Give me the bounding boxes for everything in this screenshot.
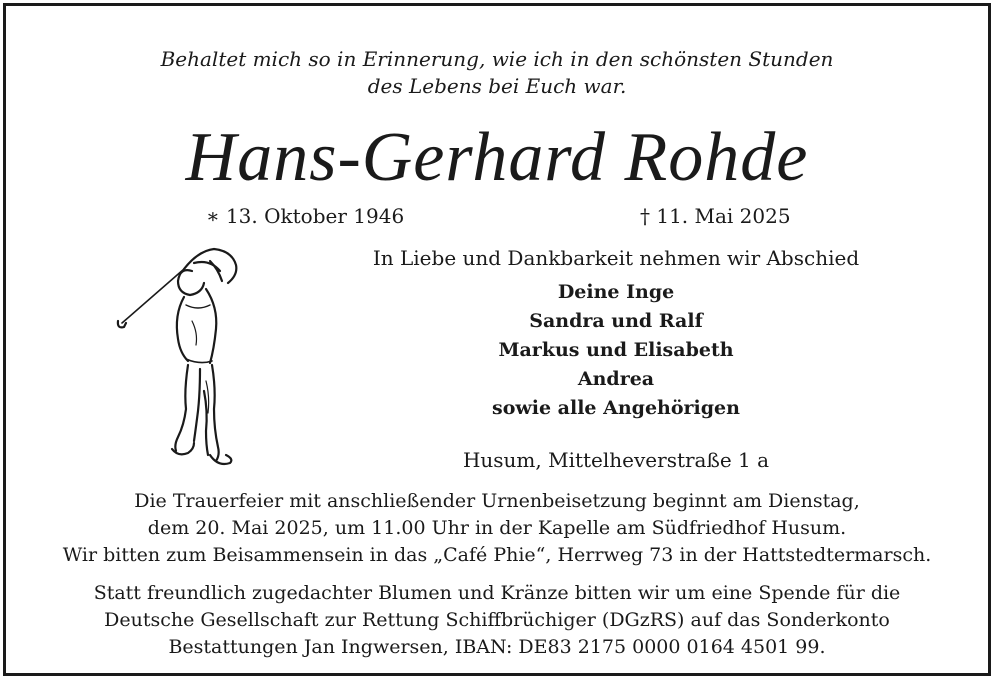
mourner-name: sowie alle Angehörigen [492, 397, 740, 419]
golfer-icon [114, 241, 254, 471]
mourners-list [256, 278, 976, 423]
service-line: Wir bitten zum Beisammensein in das „Café Phie“, Herrweg 73 in der Hattstedtermarsch. [62, 544, 932, 566]
mourner-name: Deine Inge [557, 281, 675, 303]
farewell-text: In Liebe und Dankbarkeit nehmen wir Abschied [372, 246, 860, 270]
mourner-name: Sandra und Ralf [529, 310, 703, 332]
death-date: † 11. Mai 2025 [640, 204, 791, 228]
donation-line: Bestattungen Jan Ingwersen, IBAN: DE83 2175 0000 0164 4501 99. [168, 636, 826, 658]
donation-line: Statt freundlich zugedachter Blumen und Kränze bitten wir um eine Spende für die [93, 582, 901, 604]
mourner-name: Andrea [577, 368, 655, 390]
mourner-name: Markus und Elisabeth [498, 339, 734, 361]
donation-line: Deutsche Gesellschaft zur Rettung Schiffbrüchiger (DGzRS) auf das Sonderkonto [104, 609, 890, 631]
family-address: Husum, Mittelheverstraße 1 a [462, 448, 770, 472]
birth-date: ∗ 13. Oktober 1946 [206, 204, 405, 228]
memorial-quote [6, 46, 988, 100]
quote-line: des Lebens bei Euch war. [367, 74, 627, 98]
obituary-notice [3, 3, 991, 676]
service-line: dem 20. Mai 2025, um 11.00 Uhr in der Kapelle am Südfriedhof Husum. [147, 517, 847, 539]
deceased-name: Hans-Gerhard Rohde [185, 119, 809, 196]
service-line: Die Trauerfeier mit anschließender Urnenbeisetzung beginnt am Dienstag, [134, 490, 860, 512]
quote-line: Behaltet mich so in Erinnerung, wie ich in den schönsten Stunden [160, 47, 834, 71]
funeral-service-info [6, 488, 988, 569]
donation-info [6, 580, 988, 661]
